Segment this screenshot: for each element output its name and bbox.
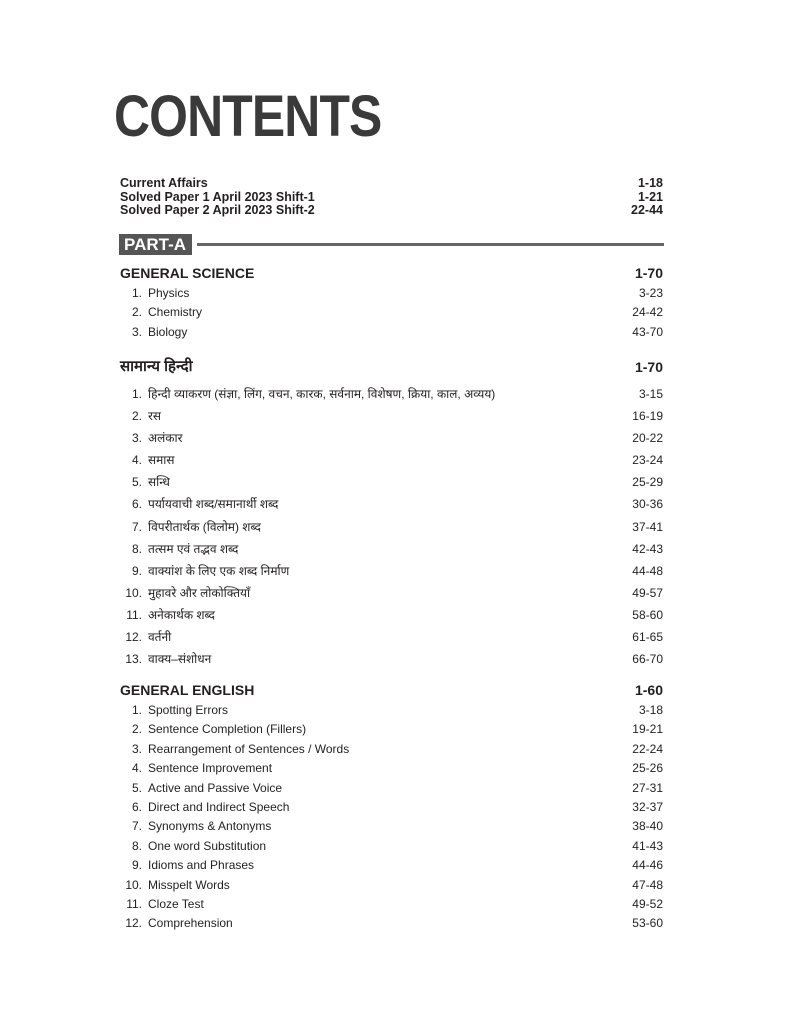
toc-item-title xyxy=(120,779,282,798)
toc-item xyxy=(120,538,663,560)
section-range: 1-60 xyxy=(634,682,663,698)
toc-item-label: हिन्दी व्याकरण (संज्ञा, लिंग, वचन, कारक, सर्वनाम, विशेषण, क्रिया, काल, अव्यय) xyxy=(148,387,496,401)
toc-item xyxy=(120,471,663,493)
toc-item-number: 1. xyxy=(131,703,142,717)
toc-item-label: Biology xyxy=(148,324,188,339)
toc-item-title xyxy=(120,895,204,914)
prelim-label: Solved Paper 1 April 2023 Shift-1 xyxy=(120,189,315,204)
toc-item-pages: 37-41 xyxy=(632,519,663,534)
toc-item-pages: 22-24 xyxy=(632,741,663,756)
section-title: सामान्य हिन्दी xyxy=(120,358,193,375)
toc-item-title xyxy=(120,493,278,515)
toc-item-pages: 47-48 xyxy=(632,877,663,892)
toc-item-title xyxy=(120,798,289,817)
toc-item-label: Direct and Indirect Speech xyxy=(148,799,290,814)
toc-item-number: 10. xyxy=(125,877,142,892)
toc-item-label: Chemistry xyxy=(148,305,203,320)
toc-item-number: 2. xyxy=(131,722,142,737)
toc-item-label: Active and Passive Voice xyxy=(148,780,283,795)
toc-item xyxy=(120,383,663,405)
toc-item-label: Misspelt Words xyxy=(148,877,230,892)
section-range: 1-70 xyxy=(634,265,663,281)
prelim-pages: 22-44 xyxy=(631,203,663,217)
toc-item-pages: 3-18 xyxy=(638,703,663,717)
prelim-row xyxy=(120,191,663,205)
toc-item-label: अलंकार xyxy=(148,431,183,446)
toc-item xyxy=(120,323,663,342)
toc-item-pages: 16-19 xyxy=(632,409,663,424)
toc-item xyxy=(120,626,663,648)
toc-item-number: 2. xyxy=(131,409,142,424)
section-general-english xyxy=(120,680,663,934)
toc-item-pages: 32-37 xyxy=(632,799,663,814)
toc-item xyxy=(120,604,663,626)
toc-item-label: One word Substitution xyxy=(148,838,267,853)
toc-item xyxy=(120,303,663,322)
toc-item-number: 8. xyxy=(131,541,142,556)
toc-item-pages: 44-46 xyxy=(632,858,663,873)
toc-item xyxy=(120,648,663,670)
toc-item-label: वाक्य–संशोधन xyxy=(148,652,212,667)
section-title: GENERAL SCIENCE xyxy=(120,265,255,281)
toc-item xyxy=(120,914,663,933)
toc-item-pages: 49-52 xyxy=(632,896,663,911)
toc-item-pages: 44-48 xyxy=(632,563,663,578)
prelims-list xyxy=(120,177,663,218)
toc-item-label: रस xyxy=(148,409,162,424)
toc-item xyxy=(120,516,663,538)
toc-item-label: Sentence Completion (Fillers) xyxy=(148,722,307,737)
toc-item-label: Rearrangement of Sentences / Words xyxy=(148,741,350,756)
toc-item xyxy=(120,284,663,303)
toc-item xyxy=(120,449,663,471)
toc-item-pages: 3-15 xyxy=(638,387,663,401)
toc-item-title xyxy=(120,538,238,560)
toc-item-title xyxy=(120,284,189,303)
toc-item-pages: 42-43 xyxy=(632,541,663,556)
toc-item xyxy=(120,560,663,582)
toc-item xyxy=(120,720,663,739)
prelim-pages: 1-21 xyxy=(637,189,663,204)
toc-item-label: Synonyms & Antonyms xyxy=(148,819,272,834)
toc-item xyxy=(120,493,663,515)
toc-item-pages: 58-60 xyxy=(632,607,663,622)
section-title: GENERAL ENGLISH xyxy=(120,682,255,698)
toc-item-title xyxy=(120,449,175,471)
part-divider-line xyxy=(197,243,664,246)
toc-item-number: 1. xyxy=(131,286,142,300)
toc-item-pages: 24-42 xyxy=(632,305,663,320)
toc-item-pages: 41-43 xyxy=(632,838,663,853)
toc-item-number: 8. xyxy=(131,838,142,853)
toc-item-title xyxy=(120,720,306,739)
toc-item xyxy=(120,582,663,604)
toc-item-number: 1. xyxy=(131,387,142,401)
toc-item-title xyxy=(120,701,228,720)
toc-item-pages: 3-23 xyxy=(638,286,663,300)
toc-item-title xyxy=(120,648,211,670)
toc-item-title xyxy=(120,560,289,582)
toc-item-title xyxy=(120,740,349,759)
toc-item-title xyxy=(120,303,202,322)
toc-item-number: 7. xyxy=(131,819,142,834)
toc-item-title xyxy=(120,427,183,449)
toc-item-number: 11. xyxy=(126,896,142,911)
toc-item-title xyxy=(120,856,254,875)
toc-item-number: 4. xyxy=(131,761,142,776)
toc-item xyxy=(120,701,663,720)
toc-item-number: 4. xyxy=(131,453,142,468)
part-label: PART-A xyxy=(119,234,192,255)
toc-item-label: पर्यायवाची शब्द/समानार्थी शब्द xyxy=(148,497,279,512)
toc-item-number: 13. xyxy=(125,652,142,667)
toc-item-number: 6. xyxy=(131,799,142,814)
toc-item-number: 3. xyxy=(131,431,142,446)
toc-item-label: Spotting Errors xyxy=(148,703,229,717)
toc-item-pages: 66-70 xyxy=(632,652,663,667)
toc-item-label: Idioms and Phrases xyxy=(148,858,255,873)
prelim-label: Current Affairs xyxy=(120,176,208,190)
toc-item-pages: 53-60 xyxy=(632,916,663,931)
toc-item-number: 3. xyxy=(131,324,142,339)
toc-item xyxy=(120,798,663,817)
toc-item xyxy=(120,740,663,759)
toc-item-pages: 23-24 xyxy=(632,453,663,468)
toc-item-pages: 61-65 xyxy=(632,630,663,645)
toc-item-number: 2. xyxy=(131,305,142,320)
toc-item-title xyxy=(120,876,230,895)
prelim-row xyxy=(120,177,663,191)
prelim-label: Solved Paper 2 April 2023 Shift-2 xyxy=(120,203,315,217)
toc-item-title xyxy=(120,626,171,648)
toc-item-title xyxy=(120,759,272,778)
section-heading xyxy=(120,680,663,700)
toc-item-label: वाक्यांश के लिए एक शब्द निर्माण xyxy=(148,563,290,578)
toc-item-title xyxy=(120,582,250,604)
toc-item-label: Comprehension xyxy=(148,916,233,931)
toc-item-number: 9. xyxy=(131,563,142,578)
toc-item-number: 7. xyxy=(131,519,142,534)
toc-item-number: 12. xyxy=(125,630,142,645)
toc-item-title xyxy=(120,914,233,933)
toc-item-pages: 30-36 xyxy=(632,497,663,512)
toc-item-number: 9. xyxy=(131,858,142,873)
section-samanya-hindi xyxy=(120,357,663,670)
page-title: CONTENTS xyxy=(114,84,382,149)
toc-item-label: सन्धि xyxy=(148,475,170,490)
toc-item-title xyxy=(120,837,266,856)
toc-item-title xyxy=(120,471,170,493)
toc-item-label: Sentence Improvement xyxy=(148,761,273,776)
toc-item-pages: 27-31 xyxy=(632,780,663,795)
prelim-pages: 1-18 xyxy=(637,176,663,190)
toc-item-pages: 25-26 xyxy=(632,761,663,776)
toc-item xyxy=(120,427,663,449)
toc-item xyxy=(120,759,663,778)
toc-item-number: 10. xyxy=(125,585,142,600)
toc-item-number: 12. xyxy=(125,916,142,931)
toc-item-title xyxy=(120,405,161,427)
toc-item-label: वर्तनी xyxy=(148,630,172,645)
toc-item-label: Physics xyxy=(148,286,190,300)
toc-item xyxy=(120,779,663,798)
toc-item-number: 3. xyxy=(131,741,142,756)
prelim-row xyxy=(120,204,663,218)
toc-item-label: विपरीतार्थक (विलोम) शब्द xyxy=(148,519,261,534)
section-heading xyxy=(120,357,663,377)
toc-item xyxy=(120,856,663,875)
toc-item-label: समास xyxy=(148,453,175,468)
toc-item-title xyxy=(120,516,261,538)
toc-item-pages: 25-29 xyxy=(632,475,663,490)
section-heading xyxy=(120,263,663,283)
toc-item xyxy=(120,837,663,856)
toc-item-number: 6. xyxy=(131,497,142,512)
toc-item-label: Cloze Test xyxy=(148,896,204,911)
section-general-science xyxy=(120,263,663,342)
toc-item-pages: 38-40 xyxy=(632,819,663,834)
toc-item-title xyxy=(120,323,187,342)
toc-item-label: तत्सम एवं तद्भव शब्द xyxy=(148,541,239,556)
toc-item-title xyxy=(120,383,495,405)
toc-item-pages: 43-70 xyxy=(632,324,663,339)
toc-item-pages: 49-57 xyxy=(632,585,663,600)
section-range: 1-70 xyxy=(634,359,663,375)
toc-item-number: 5. xyxy=(131,475,142,490)
toc-item xyxy=(120,876,663,895)
toc-item-pages: 19-21 xyxy=(632,722,663,737)
toc-item-pages: 20-22 xyxy=(632,431,663,446)
toc-item-title xyxy=(120,604,215,626)
part-divider xyxy=(119,234,664,256)
toc-item-number: 11. xyxy=(126,607,142,622)
toc-item-label: मुहावरे और लोकोक्तियाँ xyxy=(148,585,251,600)
toc-item-title xyxy=(120,817,271,836)
toc-item xyxy=(120,895,663,914)
toc-item xyxy=(120,405,663,427)
toc-item-label: अनेकार्थक शब्द xyxy=(148,607,215,622)
toc-item xyxy=(120,817,663,836)
toc-item-number: 5. xyxy=(131,780,142,795)
